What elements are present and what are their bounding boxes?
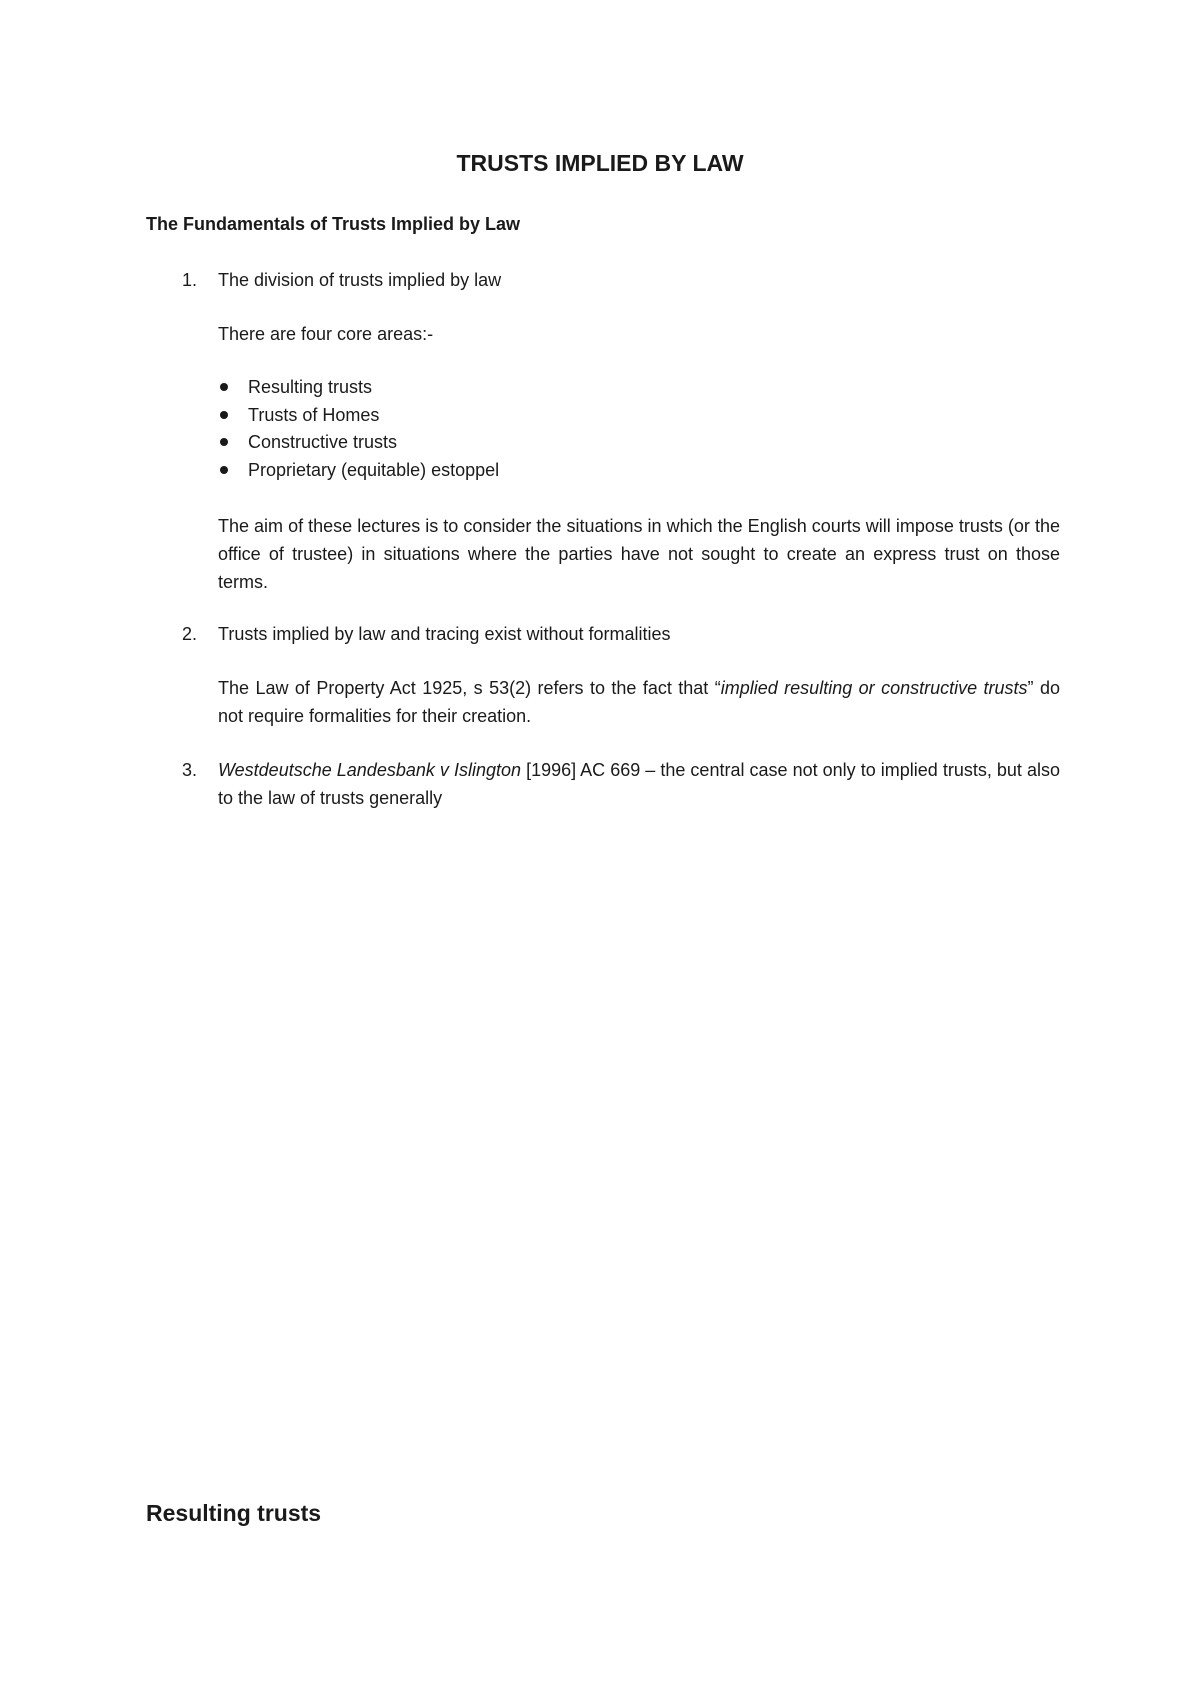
document-title: TRUSTS IMPLIED BY LAW <box>456 150 744 176</box>
case-name: Westdeutsche Landesbank v Islington <box>218 760 522 780</box>
section-heading: The Fundamentals of Trusts Implied by Law <box>146 214 521 234</box>
bullet-icon <box>220 466 228 474</box>
item-text: The division of trusts implied by law <box>218 270 502 290</box>
item-number: 2. <box>182 624 198 644</box>
item-text: Trusts implied by law and tracing exist without formalities <box>218 624 671 644</box>
bullet-icon <box>220 411 228 419</box>
aim-paragraph: The aim of these lectures is to consider the situations in which the English courts will impose trusts (or the office of trustee) in situations where the parties have not sought to create an express trust on those terms. <box>218 516 1060 592</box>
resulting-trusts-heading: Resulting trusts <box>146 1500 322 1526</box>
list-item: Resulting trusts <box>218 373 499 401</box>
list-item: Constructive trusts <box>218 428 499 456</box>
statute-quote: implied resulting or constructive trusts <box>720 678 1028 698</box>
core-areas-list <box>218 373 499 483</box>
item1-intro: There are four core areas:- <box>218 324 434 344</box>
lpa-paragraph: The Law of Property Act 1925, s 53(2) refers to the fact that “implied resulting or constructive trusts” do not require formalities for their creation. <box>218 678 1060 726</box>
list-item: Proprietary (equitable) estoppel <box>218 456 499 484</box>
item-text: Westdeutsche Landesbank v Islington [1996] AC 669 – the central case not only to implied trusts, but also to the law of trusts generally <box>218 760 1060 808</box>
list-item: Trusts of Homes <box>218 401 499 429</box>
bullet-icon <box>220 438 228 446</box>
item-number: 3. <box>182 760 198 780</box>
item-number: 1. <box>182 270 198 290</box>
bullet-icon <box>220 383 228 391</box>
